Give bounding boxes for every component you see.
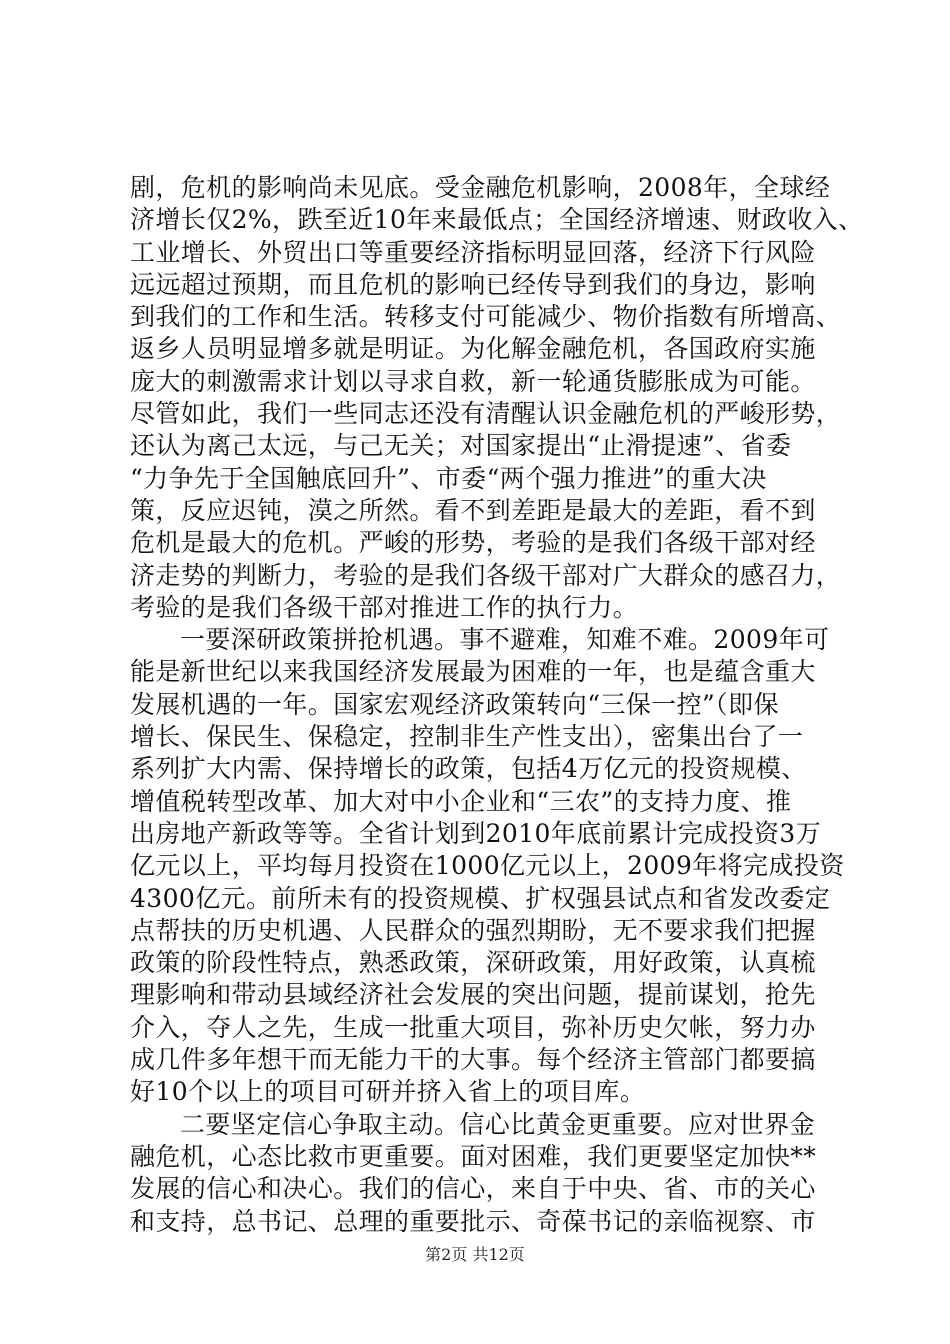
text-line: 剧，危机的影响尚未见底。受金融危机影响，2008年，全球经 (130, 173, 831, 202)
text-line: 4300亿元。前所未有的投资规模、扩权强县试点和省发改委定 (130, 883, 831, 913)
text-line: 济增长仅2%，跌至近10年来最低点；全国经济增速、财政收入、 (130, 205, 864, 235)
text-line: 到我们的工作和生活。转移支付可能减少、物价指数有所增高、 (130, 302, 842, 332)
page-indicator: 第2页 共12页 (425, 1245, 525, 1264)
text-line: 融危机，心态比救市更重要。面对困难，我们更要坚定加快** (130, 1141, 817, 1171)
text-line: 济走势的判断力，考验的是我们各级干部对广大群众的感召力， (130, 560, 842, 590)
text-line: 尽管如此，我们一些同志还没有清醒认识金融危机的严峻形势， (130, 399, 842, 429)
text-line: 和支持，总书记、总理的重要批示、奇葆书记的亲临视察、市 (130, 1206, 816, 1236)
text-line: 考验的是我们各级干部对推进工作的执行力。 (130, 592, 639, 622)
text-line: 还认为离己太远，与己无关；对国家提出“止滑提速”、省委 (130, 431, 792, 461)
text-line: “力争先于全国触底回升”、市委“两个强力推进”的重大决 (130, 463, 767, 493)
text-line: 亿元以上，平均每月投资在1000亿元以上，2009年将完成投资 (130, 851, 845, 881)
text-line: 能是新世纪以来我国经济发展最为困难的一年，也是蕴含重大 (130, 657, 816, 687)
text-line: 策，反应迟钝，漠之所然。看不到差距是最大的差距，看不到 (130, 495, 816, 525)
page-footer (0, 1245, 950, 1265)
text-line: 出房地产新政等等。全省计划到2010年底前累计完成投资3万 (130, 818, 822, 848)
text-line: 危机是最大的危机。严峻的形势，考验的是我们各级干部对经 (130, 528, 816, 558)
text-line: 发展的信心和决心。我们的信心，来自于中央、省、市的关心 (130, 1174, 816, 1204)
text-line: 系列扩大内需、保持增长的政策，包括4万亿元的投资规模、 (130, 754, 807, 784)
text-line: 增值税转型改革、加大对中小企业和“三农”的支持力度、推 (130, 786, 792, 816)
text-line: 增长、保民生、保稳定，控制非生产性支出），密集出台了一 (130, 722, 804, 752)
text-line: 理影响和带动县域经济社会发展的突出问题，提前谋划，抢先 (130, 980, 816, 1010)
text-line: 政策的阶段性特点，熟悉政策，深研政策，用好政策，认真梳 (130, 948, 816, 978)
paragraph-start-line: 一要深研政策拼抢机遇。事不避难，知难不难。2009年可 (180, 625, 830, 655)
paragraph-start-line: 二要坚定信心争取主动。信心比黄金更重要。应对世界金 (180, 1109, 816, 1139)
text-line: 发展机遇的一年。国家宏观经济政策转向“三保一控”（即保 (130, 689, 779, 719)
text-line: 好10个以上的项目可研并挤入省上的项目库。 (130, 1077, 646, 1107)
body-text (130, 172, 864, 1238)
text-line: 点帮扶的历史机遇、人民群众的强烈期盼，无不要求我们把握 (130, 915, 816, 945)
text-line: 庞大的刺激需求计划以寻求自救，新一轮通货膨胀成为可能。 (130, 366, 816, 396)
text-line: 工业增长、外贸出口等重要经济指标明显回落，经济下行风险 (130, 237, 816, 267)
text-line: 返乡人员明显增多就是明证。为化解金融危机，各国政府实施 (130, 334, 816, 364)
text-line: 远远超过预期，而且危机的影响已经传导到我们的身边，影响 (130, 269, 816, 299)
text-line: 介入，夺人之先，生成一批重大项目，弥补历史欠帐，努力办 (130, 1012, 816, 1042)
text-line: 成几件多年想干而无能力干的大事。每个经济主管部门都要搞 (130, 1045, 816, 1075)
